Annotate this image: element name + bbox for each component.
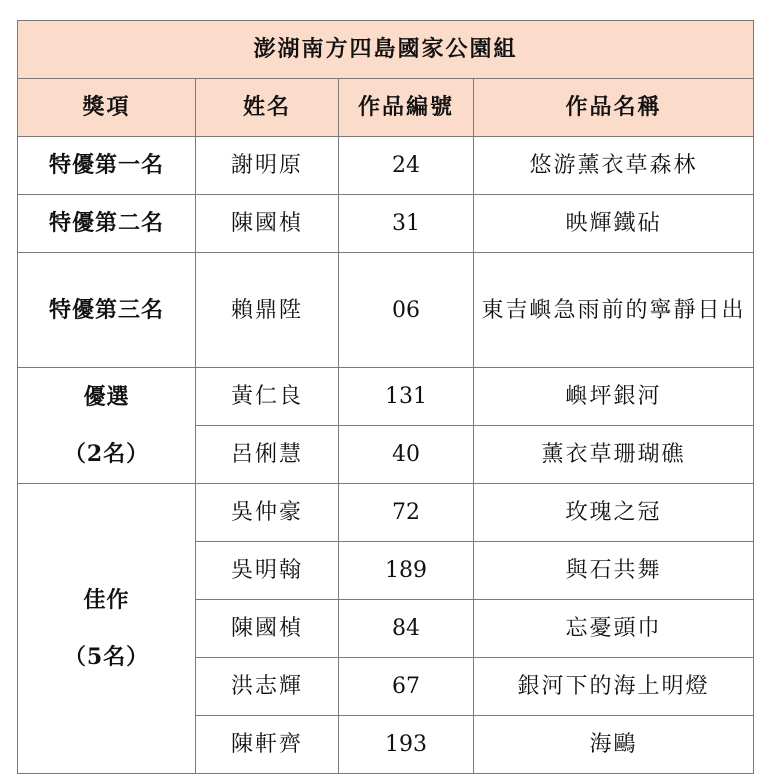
table-title-row bbox=[18, 21, 754, 79]
work-title-cell: 與石共舞 bbox=[474, 542, 754, 600]
work-title-cell: 東吉嶼急雨前的寧靜日出 bbox=[474, 253, 754, 368]
table-row bbox=[18, 368, 754, 426]
number-cell: 72 bbox=[339, 484, 474, 542]
table-row bbox=[18, 484, 754, 542]
work-title-cell: 銀河下的海上明燈 bbox=[474, 658, 754, 716]
name-cell: 洪志輝 bbox=[196, 658, 339, 716]
work-title-cell: 忘憂頭巾 bbox=[474, 600, 754, 658]
award-count: （2名） bbox=[63, 440, 150, 467]
award-cell-honorable bbox=[18, 484, 196, 774]
name-cell: 吳明翰 bbox=[196, 542, 339, 600]
awards-table bbox=[17, 20, 754, 774]
name-cell: 陳軒齊 bbox=[196, 716, 339, 774]
work-title-cell: 海鷗 bbox=[474, 716, 754, 774]
table-title: 澎湖南方四島國家公園組 bbox=[18, 21, 754, 79]
header-name: 姓名 bbox=[196, 79, 339, 137]
name-cell: 陳國楨 bbox=[196, 195, 339, 253]
header-number: 作品編號 bbox=[339, 79, 474, 137]
name-cell: 吳仲豪 bbox=[196, 484, 339, 542]
number-cell: 84 bbox=[339, 600, 474, 658]
work-title-cell: 悠游薰衣草森林 bbox=[474, 137, 754, 195]
award-label: 優選 bbox=[83, 383, 130, 410]
work-title-cell: 玫瑰之冠 bbox=[474, 484, 754, 542]
work-title-cell: 薰衣草珊瑚礁 bbox=[474, 426, 754, 484]
award-label: 佳作 bbox=[83, 586, 130, 613]
award-cell-excellent bbox=[18, 368, 196, 484]
number-cell: 31 bbox=[339, 195, 474, 253]
number-cell: 131 bbox=[339, 368, 474, 426]
table-header-row bbox=[18, 79, 754, 137]
name-cell: 呂俐慧 bbox=[196, 426, 339, 484]
award-cell-second: 特優第二名 bbox=[18, 195, 196, 253]
number-cell: 24 bbox=[339, 137, 474, 195]
number-cell: 06 bbox=[339, 253, 474, 368]
header-award: 獎項 bbox=[18, 79, 196, 137]
name-cell: 謝明原 bbox=[196, 137, 339, 195]
table-row bbox=[18, 195, 754, 253]
work-title-cell: 映輝鐵砧 bbox=[474, 195, 754, 253]
award-cell-first: 特優第一名 bbox=[18, 137, 196, 195]
name-cell: 黃仁良 bbox=[196, 368, 339, 426]
table-row bbox=[18, 253, 754, 368]
work-title-cell: 嶼坪銀河 bbox=[474, 368, 754, 426]
name-cell: 賴鼎陞 bbox=[196, 253, 339, 368]
number-cell: 189 bbox=[339, 542, 474, 600]
award-count: （5名） bbox=[63, 643, 150, 670]
header-work-title: 作品名稱 bbox=[474, 79, 754, 137]
table-row bbox=[18, 137, 754, 195]
award-cell-third: 特優第三名 bbox=[18, 253, 196, 368]
number-cell: 40 bbox=[339, 426, 474, 484]
name-cell: 陳國楨 bbox=[196, 600, 339, 658]
number-cell: 67 bbox=[339, 658, 474, 716]
number-cell: 193 bbox=[339, 716, 474, 774]
